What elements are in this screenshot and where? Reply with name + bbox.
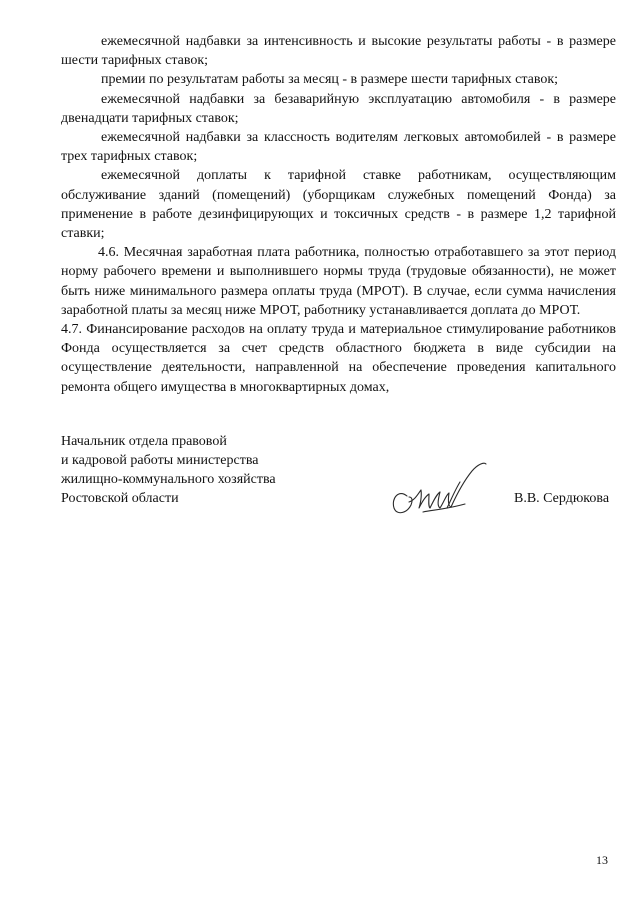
- position-line: Ростовской области: [61, 491, 179, 506]
- document-body: [61, 32, 616, 397]
- position-line: жилищно-коммунального хозяйства: [61, 472, 276, 487]
- handwritten-signature-icon: [385, 456, 495, 526]
- position-line: и кадровой работы министерства: [61, 453, 259, 468]
- position-line: Начальник отдела правовой: [61, 434, 227, 449]
- paragraph-class-bonus: ежемесячной надбавки за классность водителям легковых автомобилей - в размере трех тарифных ставок;: [61, 130, 616, 165]
- paragraph-disinfectant-allowance: ежемесячной доплаты к тарифной ставке работникам, осуществляющим обслуживание зданий (помещений) (уборщикам служебных помещений Фонда) за применение в работе дезинфицирующих и токсичных средств - в размере 1,2 тарифной ставки;: [61, 168, 616, 242]
- paragraph-4-7: 4.7. Финансирование расходов на оплату труда и материальное стимулирование работников Фонда осуществляется за счет средств областного бюджета в виде субсидии на осуществление деятельности, направленной на обеспечение проведения капитального ремонта общего имущества в многоквартирных домах,: [61, 322, 616, 395]
- paragraph-4-6: 4.6. Месячная заработная плата работника, полностью отработавшего за этот период норму рабочего времени и выполнившего нормы труда (трудовые обязанности), не может быть ниже минимального размера оплаты труда (МРОТ). В случае, если сумма начисления заработной платы за месяц ниже МРОТ, работнику устанавливается доплата до МРОТ.: [61, 245, 616, 318]
- paragraph-accident-free-bonus: ежемесячной надбавки за безаварийную эксплуатацию автомобиля - в размере двенадцати тарифных ставок;: [61, 91, 616, 126]
- signer-name: В.В. Сердюкова: [514, 491, 610, 506]
- signatory-position: [61, 432, 361, 508]
- page-number: 13: [596, 853, 608, 867]
- paragraph-intensity-bonus: ежемесячной надбавки за интенсивность и высокие результаты работы - в размере шести тарифных ставок;: [61, 34, 616, 69]
- paragraph-monthly-bonus: премии по результатам работы за месяц - в размере шести тарифных ставок;: [101, 72, 559, 88]
